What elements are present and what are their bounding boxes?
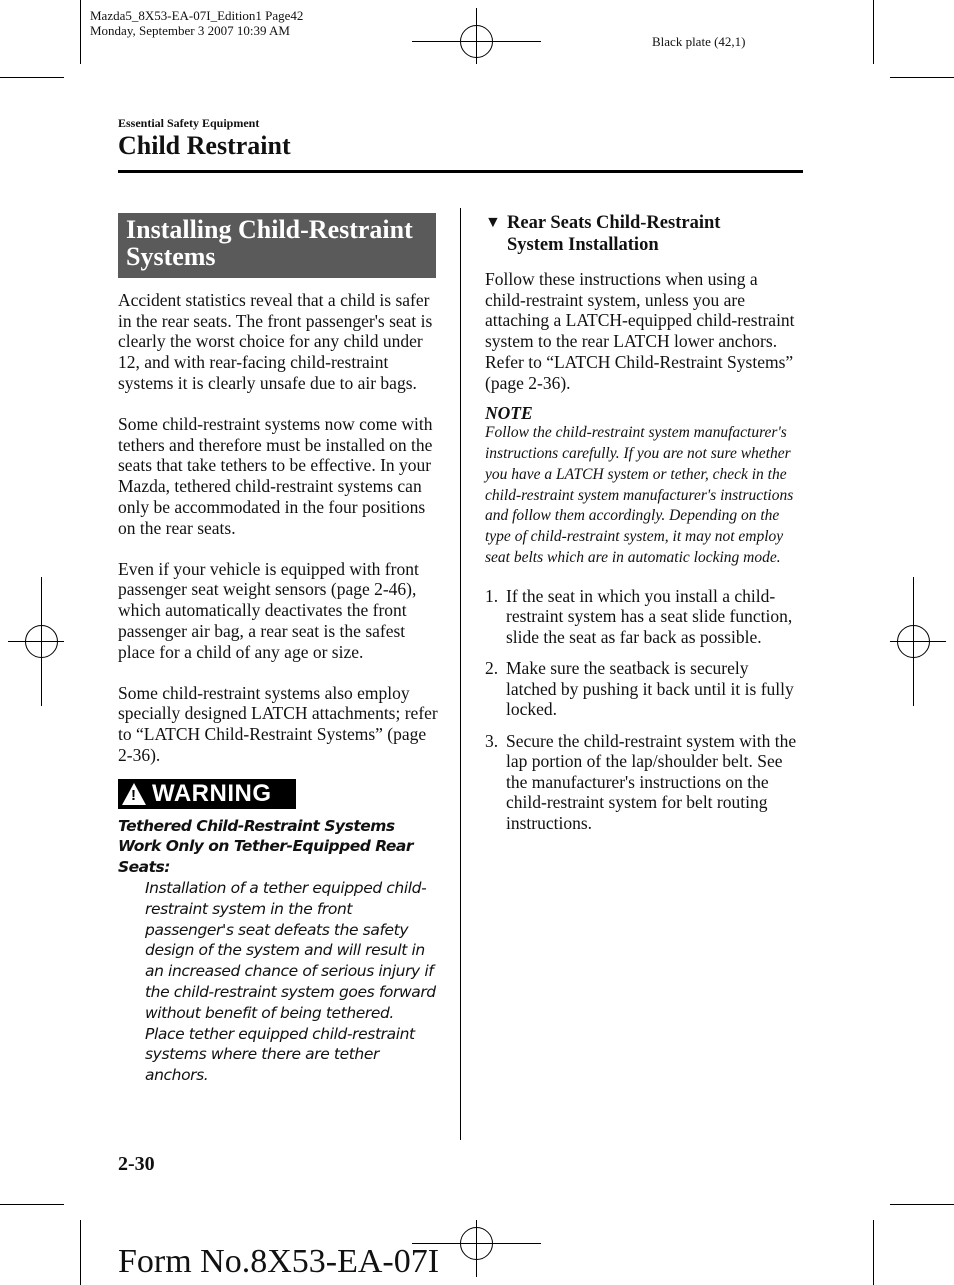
warning-label: WARNING (152, 779, 272, 807)
crop-mark (873, 1220, 874, 1285)
note-label: NOTE (485, 403, 533, 424)
step-text: Secure the child-restraint system with the lap portion of the lap/shoulder belt. See the manufacturer's instructions on the child-restraint system for belt routing instructions. (506, 730, 797, 833)
heading-line: Installing Child-Restraint (126, 215, 413, 244)
crop-mark (890, 1204, 954, 1205)
body-paragraph: Some child-restraint systems also employ specially designed LATCH attachments; refer to “LATCH Child-Restraint Systems” (page 2-36). (118, 682, 438, 765)
body-paragraph: Some child-restraint systems now come with tethers and therefore must be installed on the seats that take tethers to be effective. In your Mazda, tethered child-restraint systems can only be accommodated in the four positions on the rear seats. (118, 414, 433, 538)
registration-target (897, 625, 930, 658)
section-heading (118, 213, 436, 278)
chapter-title: Child Restraint (118, 131, 291, 160)
registration-target (460, 25, 493, 58)
registration-target (25, 625, 58, 658)
step-number: 2. (485, 658, 499, 679)
print-slug (90, 8, 303, 38)
section-label: Essential Safety Equipment (118, 116, 260, 130)
crop-mark (0, 77, 64, 78)
page-number: 2-30 (118, 1153, 155, 1175)
step-item (485, 731, 800, 834)
right-column (485, 212, 800, 844)
warning-body: Place tether equipped child-restraint systems where there are tether anchors. (145, 1024, 415, 1085)
step-text: Make sure the seatback is securely latched by pushing it back until it is fully locked. (506, 658, 794, 720)
registration-target (460, 1227, 493, 1260)
step-item (485, 658, 800, 720)
form-number: Form No.8X53-EA-07I (118, 1243, 440, 1280)
step-number: 3. (485, 730, 499, 751)
body-paragraph: Even if your vehicle is equipped with front passenger seat weight sensors (page 2-46), which automatically deactivates the front passenger air bag, a rear seat is the safest place for a child of any age or size. (118, 558, 419, 662)
intro-paragraph: Follow these instructions when using a child-restraint system, unless you are attaching a LATCH-equipped child-restraint system to the rear LATCH lower anchors. Refer to “LATCH Child-Restraint Systems” (page 2-36). (485, 269, 795, 393)
sub-heading-line: Rear Seats Child-Restraint (507, 213, 721, 233)
heading-line: Systems (126, 242, 216, 271)
slug-line: Mazda5_8X53-EA-07I_Edition1 Page42 (90, 8, 304, 23)
sub-heading (485, 212, 800, 256)
crop-mark (80, 1220, 81, 1285)
warning-lead: Tethered Child-Restraint Systems Work Only on Tether-Equipped Rear Seats: (118, 816, 413, 877)
column-divider (460, 208, 461, 1140)
warning-badge (118, 779, 296, 809)
step-number: 1. (485, 585, 499, 606)
crop-mark (890, 77, 954, 78)
plate-label: Black plate (42,1) (652, 34, 746, 49)
crop-mark (80, 0, 81, 64)
sub-heading-line: System Installation (507, 235, 659, 255)
step-item (485, 586, 800, 648)
slug-line: Monday, September 3 2007 10:39 AM (90, 23, 290, 38)
crop-mark (0, 1204, 64, 1205)
note-body: Follow the child-restraint system manufacturer's instructions carefully. If you are not sure whether you have a LATCH system or tether, check in the child-restraint system manufacturer's instructions and follow them accordingly. Depending on the type of child-restraint system, it may not employ seat belts which are in automatic locking mode. (485, 424, 794, 566)
title-rule (118, 170, 803, 173)
left-column (118, 213, 438, 1086)
down-triangle-icon: ▼ (485, 214, 501, 231)
body-paragraph: Accident statistics reveal that a child is safer in the rear seats. The front passenger's seat is clearly the worst choice for any child under 12, and with rear-facing child-restraint systems it is clearly unsafe due to air bags. (118, 290, 433, 393)
warning-triangle-icon (122, 783, 146, 805)
warning-body: Installation of a tether equipped child-restraint system in the front passenger's seat defeats the safety design of the system and will result in an increased chance of serious injury if the child-restraint system goes forward without benefit of being tethered. (145, 878, 436, 1022)
crop-mark (873, 0, 874, 64)
step-text: If the seat in which you install a child-restraint system has a seat slide function, slide the seat as far back as possible. (506, 585, 793, 647)
